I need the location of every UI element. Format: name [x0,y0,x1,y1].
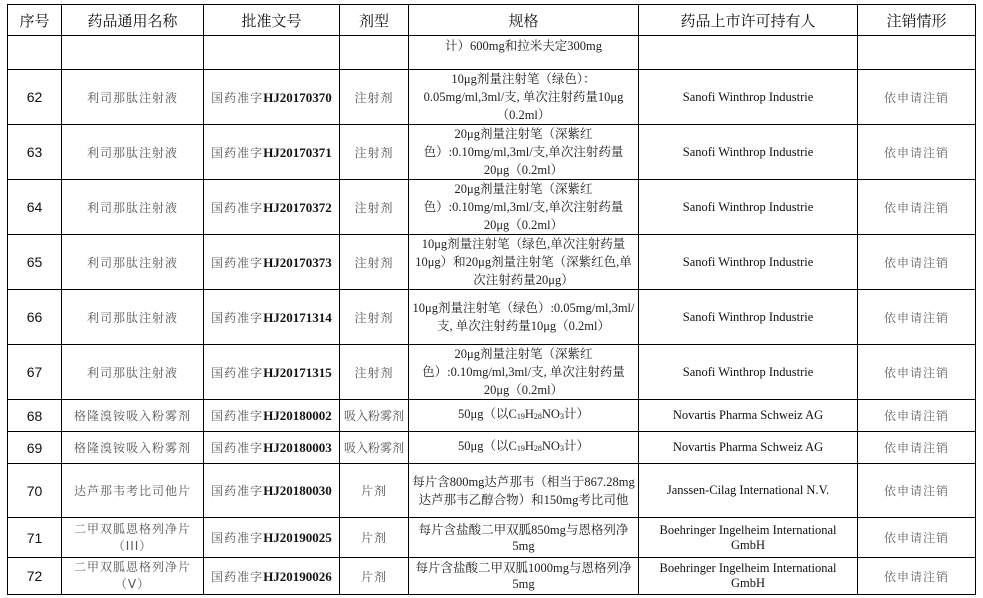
cell-holder: Novartis Pharma Schweiz AG [639,432,858,464]
cell-form: 片剂 [340,558,409,595]
approval-prefix: 国药准字 [211,200,264,215]
cell-status: 依申请注销 [858,400,976,432]
cell-form: 注射剂 [340,290,409,345]
table-row [8,235,976,290]
header-generic-name: 药品通用名称 [62,5,204,36]
table-row [8,432,976,464]
cell-approval [204,345,340,400]
cell-form: 注射剂 [340,125,409,180]
approval-code: HJ20180003 [263,440,332,455]
cell-spec: 20μg剂量注射笔（深紫红色）:0.10mg/ml,3ml/支,单次注射药量20μg（0.2ml） [409,125,639,180]
header-row [8,5,976,36]
cell-holder: Boehringer Ingelheim International GmbH [639,558,858,595]
cell-name: 达芦那韦考比司他片 [62,464,204,518]
cell-status: 依申请注销 [858,345,976,400]
cell-approval [204,558,340,595]
cell-spec: 10μg剂量注射笔（绿色）:0.05mg/ml,3ml/支, 单次注射药量10μg（0.2ml） [409,290,639,345]
cell-holder: Novartis Pharma Schweiz AG [639,400,858,432]
cell-spec: 10μg剂量注射笔（绿色,单次注射药量10μg）和20μg剂量注射笔（深紫红色,单次注射药量20μg） [409,235,639,290]
header-specification: 规格 [409,5,639,36]
table-row [8,518,976,558]
approval-prefix: 国药准字 [211,441,264,455]
cell-name: 格隆溴铵吸入粉雾剂 [62,432,204,464]
cell-holder: Janssen-Cilag International N.V. [639,464,858,518]
cell-approval [204,464,340,518]
cell-form: 片剂 [340,464,409,518]
drug-cancellation-table [7,4,976,595]
cell-spec: 10μg剂量注射笔（绿色）：0.05mg/ml,3ml/支, 单次注射药量10μg（0.2ml） [409,70,639,125]
cell-spec: 计）600mg和拉米夫定300mg [409,36,639,70]
cell-spec: 50μg（以$C_{19}H_{28}NO_3$计） [409,400,639,432]
cell-status: 依申请注销 [858,180,976,235]
cell-name: 利司那肽注射液 [62,235,204,290]
cell-name: 利司那肽注射液 [62,345,204,400]
cell-name: 利司那肽注射液 [62,125,204,180]
cell-status: 依申请注销 [858,558,976,595]
cell-status: 依申请注销 [858,125,976,180]
cell-no [8,36,62,70]
cell-name: 利司那肽注射液 [62,180,204,235]
header-approval-number: 批准文号 [204,5,340,36]
cell-status: 依申请注销 [858,518,976,558]
approval-code: HJ20171315 [263,364,332,380]
cell-approval [204,400,340,432]
cell-status [858,36,976,70]
header-no: 序号 [8,5,62,36]
approval-prefix: 国药准字 [211,569,264,584]
cell-form: 注射剂 [340,345,409,400]
cell-form: 片剂 [340,518,409,558]
approval-prefix: 国药准字 [211,531,264,545]
cell-name: 利司那肽注射液 [62,70,204,125]
approval-prefix: 国药准字 [211,145,264,160]
cell-approval [204,518,340,558]
cell-no: 68 [8,400,62,432]
table-row [8,70,976,125]
cell-approval [204,36,340,70]
approval-prefix: 国药准字 [211,255,264,270]
cell-approval [204,290,340,345]
approval-code: HJ20180002 [263,408,332,423]
cell-holder [639,36,858,70]
cell-spec: 每片含盐酸二甲双胍1000mg与恩格列净5mg [409,558,639,595]
cell-holder: Boehringer Ingelheim International GmbH [639,518,858,558]
cell-spec: 20μg剂量注射笔（深紫红色）:0.10mg/ml,3ml/支, 单次注射药量20μg（0.2ml） [409,345,639,400]
cell-status: 依申请注销 [858,235,976,290]
cell-status: 依申请注销 [858,432,976,464]
cell-name [62,36,204,70]
cell-approval [204,180,340,235]
cell-no: 70 [8,464,62,518]
cell-approval [204,125,340,180]
cell-no: 63 [8,125,62,180]
cell-no: 69 [8,432,62,464]
approval-prefix: 国药准字 [211,90,264,105]
cell-no: 65 [8,235,62,290]
approval-code: HJ20170370 [263,89,332,105]
cell-no: 64 [8,180,62,235]
cell-approval [204,70,340,125]
table-row [8,464,976,518]
cell-form: 吸入粉雾剂 [340,400,409,432]
cell-spec: 每片含盐酸二甲双胍850mg与恩格列净5mg [409,518,639,558]
cell-holder: Sanofi Winthrop Industrie [639,70,858,125]
cell-form: 注射剂 [340,235,409,290]
approval-prefix: 国药准字 [211,365,264,380]
cell-holder: Sanofi Winthrop Industrie [639,180,858,235]
cell-approval [204,432,340,464]
approval-prefix: 国药准字 [211,409,264,423]
approval-code: HJ20170372 [263,199,332,215]
cell-spec: 50μg（以$C_{19}H_{28}NO_3$计） [409,432,639,464]
cell-form: 吸入粉雾剂 [340,432,409,464]
cell-approval [204,235,340,290]
cell-name: 二甲双胍恩格列净片（V） [62,558,204,595]
cell-status: 依申请注销 [858,70,976,125]
cell-name: 二甲双胍恩格列净片（III） [62,518,204,558]
table-row-continuation [8,36,976,70]
cell-no: 62 [8,70,62,125]
cell-form: 注射剂 [340,70,409,125]
table-row [8,290,976,345]
table-row [8,400,976,432]
cell-no: 67 [8,345,62,400]
cell-name: 格隆溴铵吸入粉雾剂 [62,400,204,432]
cell-holder: Sanofi Winthrop Industrie [639,290,858,345]
header-dosage-form: 剂型 [340,5,409,36]
cell-status: 依申请注销 [858,290,976,345]
cell-spec: 每片含800mg达芦那韦（相当于867.28mg达芦那韦乙醇合物）和150mg考比司他 [409,464,639,518]
approval-code: HJ20171314 [263,309,332,325]
cell-no: 66 [8,290,62,345]
cell-form: 注射剂 [340,180,409,235]
table-row [8,180,976,235]
approval-code: HJ20190026 [263,568,332,584]
approval-prefix: 国药准字 [211,484,264,498]
cell-holder: Sanofi Winthrop Industrie [639,235,858,290]
approval-code: HJ20180030 [263,483,332,498]
approval-prefix: 国药准字 [211,310,264,325]
table-row [8,558,976,595]
header-license-holder: 药品上市许可持有人 [639,5,858,36]
cell-no: 71 [8,518,62,558]
cell-holder: Sanofi Winthrop Industrie [639,345,858,400]
cell-holder: Sanofi Winthrop Industrie [639,125,858,180]
cell-name: 利司那肽注射液 [62,290,204,345]
approval-code: HJ20170373 [263,254,332,270]
approval-code: HJ20170371 [263,144,332,160]
cell-spec: 20μg剂量注射笔（深紫红色）:0.10mg/ml,3ml/支,单次注射药量20μg（0.2ml） [409,180,639,235]
approval-code: HJ20190025 [263,530,332,545]
cell-no: 72 [8,558,62,595]
cell-status: 依申请注销 [858,464,976,518]
header-cancellation-status: 注销情形 [858,5,976,36]
cell-form [340,36,409,70]
table-row [8,345,976,400]
table-row [8,125,976,180]
